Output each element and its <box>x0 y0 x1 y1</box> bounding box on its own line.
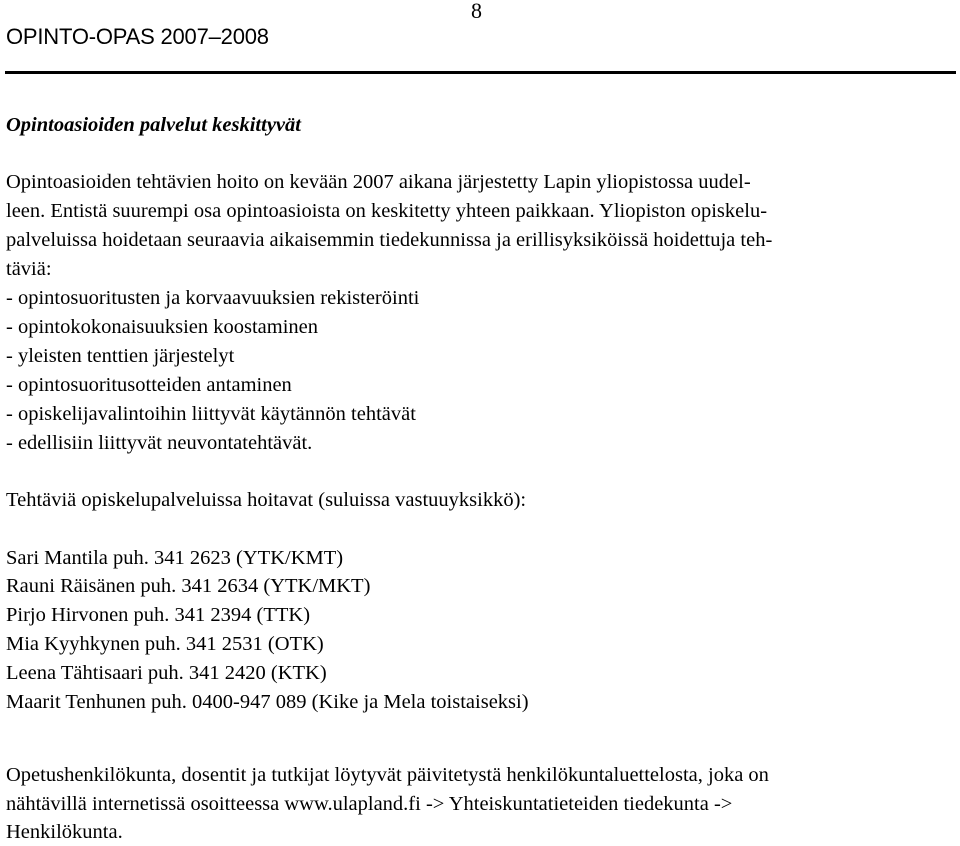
task-list-item: - opintosuoritusten ja korvaavuuksien rekisteröinti <box>6 287 420 309</box>
closing-line: Opetushenkilökunta, dosentit ja tutkijat löytyvät päivitetystä henkilökuntaluettelosta, joka on <box>6 764 769 786</box>
task-list-item: - opiskelijavalintoihin liittyvät käytännön tehtävät <box>6 403 416 425</box>
section-title: Opintoasioiden palvelut keskittyvät <box>6 114 301 136</box>
task-list-item: - yleisten tenttien järjestelyt <box>6 345 235 367</box>
staff-contact: Sari Mantila puh. 341 2623 (YTK/KMT) <box>6 547 344 569</box>
header-rule <box>5 71 956 74</box>
intro-line: palveluissa hoidetaan seuraavia aikaisemmin tiedekunnissa ja erillisyksiköissä hoidettuja teh- <box>6 229 773 251</box>
staff-contact: Leena Tähtisaari puh. 341 2420 (KTK) <box>6 662 327 684</box>
staff-intro: Tehtäviä opiskelupalveluissa hoitavat (suluissa vastuuyksikkö): <box>6 489 527 511</box>
task-list-item: - edellisiin liittyvät neuvontatehtävät. <box>6 432 313 454</box>
staff-contact: Rauni Räisänen puh. 341 2634 (YTK/MKT) <box>6 575 371 597</box>
closing-line: nähtävillä internetissä osoitteessa www.ulapland.fi -> Yhteiskuntatieteiden tiedekunta -> <box>6 793 733 815</box>
page-number: 8 <box>471 0 482 23</box>
intro-line: Opintoasioiden tehtävien hoito on kevään 2007 aikana järjestetty Lapin yliopistossa uudel- <box>6 171 751 193</box>
staff-contact: Mia Kyyhkynen puh. 341 2531 (OTK) <box>6 633 324 655</box>
task-list-item: - opintokokonaisuuksien koostaminen <box>6 316 319 338</box>
intro-line: leen. Entistä suurempi osa opintoasioista on keskitetty yhteen paikkaan. Yliopiston opiskelu- <box>6 200 768 222</box>
staff-contact: Pirjo Hirvonen puh. 341 2394 (TTK) <box>6 604 311 626</box>
closing-line: Henkilökunta. <box>6 821 123 843</box>
task-list-item: - opintosuoritusotteiden antaminen <box>6 374 292 396</box>
intro-line: täviä: <box>6 258 52 280</box>
running-header-title: OPINTO-OPAS 2007–2008 <box>6 24 269 49</box>
staff-contact: Maarit Tenhunen puh. 0400-947 089 (Kike ja Mela toistaiseksi) <box>6 691 529 713</box>
